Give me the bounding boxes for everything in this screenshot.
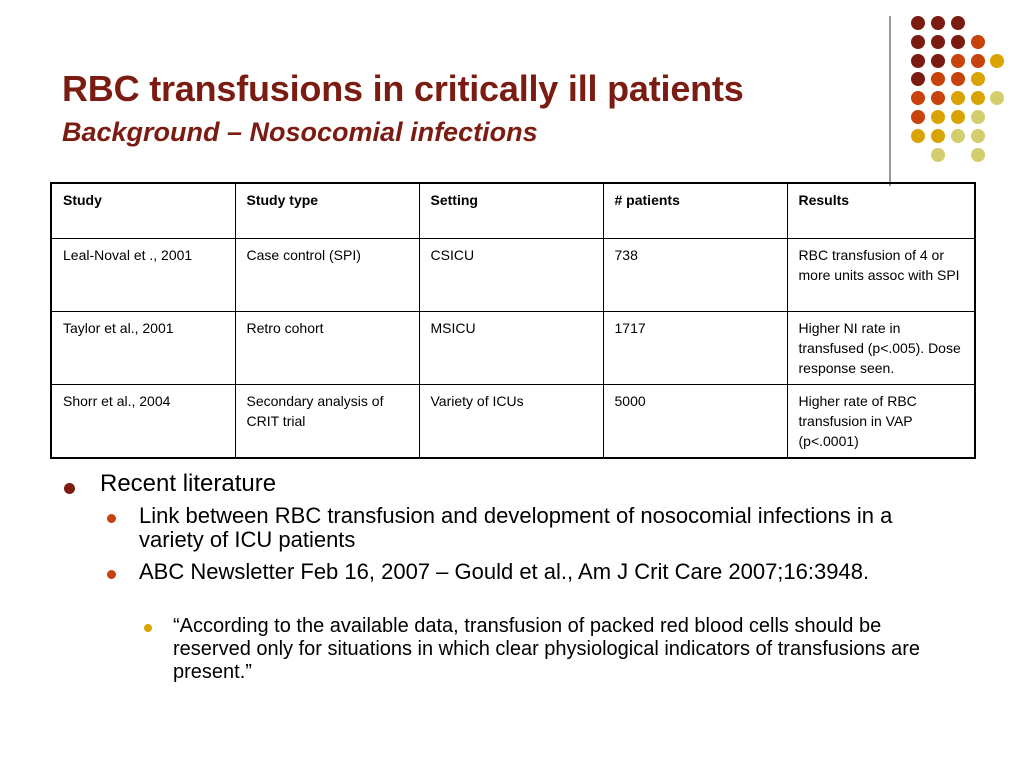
studies-table [50,182,976,459]
decorative-divider [889,16,891,186]
slide-title: RBC transfusions in critically ill patients [62,68,744,109]
decorative-dot [931,16,945,30]
decorative-dot [911,129,925,143]
table-cell: 5000 [603,385,787,459]
table-header-cell: Setting [419,183,603,239]
decorative-dot [931,91,945,105]
decorative-dot [911,16,925,30]
decorative-dot [971,129,985,143]
decorative-dot [971,54,985,68]
decorative-dot [931,110,945,124]
bullet-level3-quote: “According to the available data, transfusion of packed red blood cells should be reserved only for situations in which clear physiological indicators of transfusions are present.” [173,615,921,683]
decorative-dot [951,54,965,68]
table-cell: Shorr et al., 2004 [51,385,235,459]
table-cell: Case control (SPI) [235,239,419,312]
bullet-marker-icon [107,514,116,523]
decorative-dot [951,91,965,105]
bullet-level2: Link between RBC transfusion and development of nosocomial infections in a variety of ICU patients [139,503,893,552]
decorative-dot [911,110,925,124]
table-cell: Higher NI rate in transfused (p<.005). Dose response seen. [787,312,975,385]
table-header-cell: Study type [235,183,419,239]
table-row [51,239,975,312]
decorative-dot [971,35,985,49]
table-row [51,312,975,385]
table-cell: Retro cohort [235,312,419,385]
table-cell: 1717 [603,312,787,385]
table-cell: Higher rate of RBC transfusion in VAP (p<.0001) [787,385,975,459]
decorative-dot [951,72,965,86]
decorative-dot [951,110,965,124]
table-cell: 738 [603,239,787,312]
decorative-dot [971,110,985,124]
decorative-dot [911,35,925,49]
bullet-marker-icon [64,483,75,494]
table-cell: Secondary analysis of CRIT trial [235,385,419,459]
decorative-dot [931,129,945,143]
decorative-dot [990,91,1004,105]
bullet-marker-icon [144,624,152,632]
slide-subtitle: Background – Nosocomial infections [62,117,538,147]
table-header-cell: # patients [603,183,787,239]
table-cell: Leal-Noval et ., 2001 [51,239,235,312]
decorative-dot [911,54,925,68]
decorative-dot [931,54,945,68]
decorative-dot [990,54,1004,68]
decorative-dot [951,35,965,49]
decorative-dot [911,72,925,86]
decorative-dot [971,91,985,105]
table-cell: RBC transfusion of 4 or more units assoc with SPI [787,239,975,312]
decorative-dot [911,91,925,105]
table-header-cell: Study [51,183,235,239]
decorative-dot [971,148,985,162]
decorative-dot [931,148,945,162]
table-header-cell: Results [787,183,975,239]
bullet-level1: Recent literature [100,470,277,497]
decorative-dot [951,16,965,30]
decorative-dot [951,129,965,143]
table-cell: CSICU [419,239,603,312]
decorative-dot [931,35,945,49]
bullet-marker-icon [107,570,116,579]
decorative-dot [971,72,985,86]
table-cell: Variety of ICUs [419,385,603,459]
table-cell: MSICU [419,312,603,385]
decorative-dot [931,72,945,86]
table-row [51,385,975,459]
table-cell: Taylor et al., 2001 [51,312,235,385]
bullet-level2: ABC Newsletter Feb 16, 2007 – Gould et al., Am J Crit Care 2007;16:3948. [139,559,870,584]
table-header-row [51,183,975,239]
